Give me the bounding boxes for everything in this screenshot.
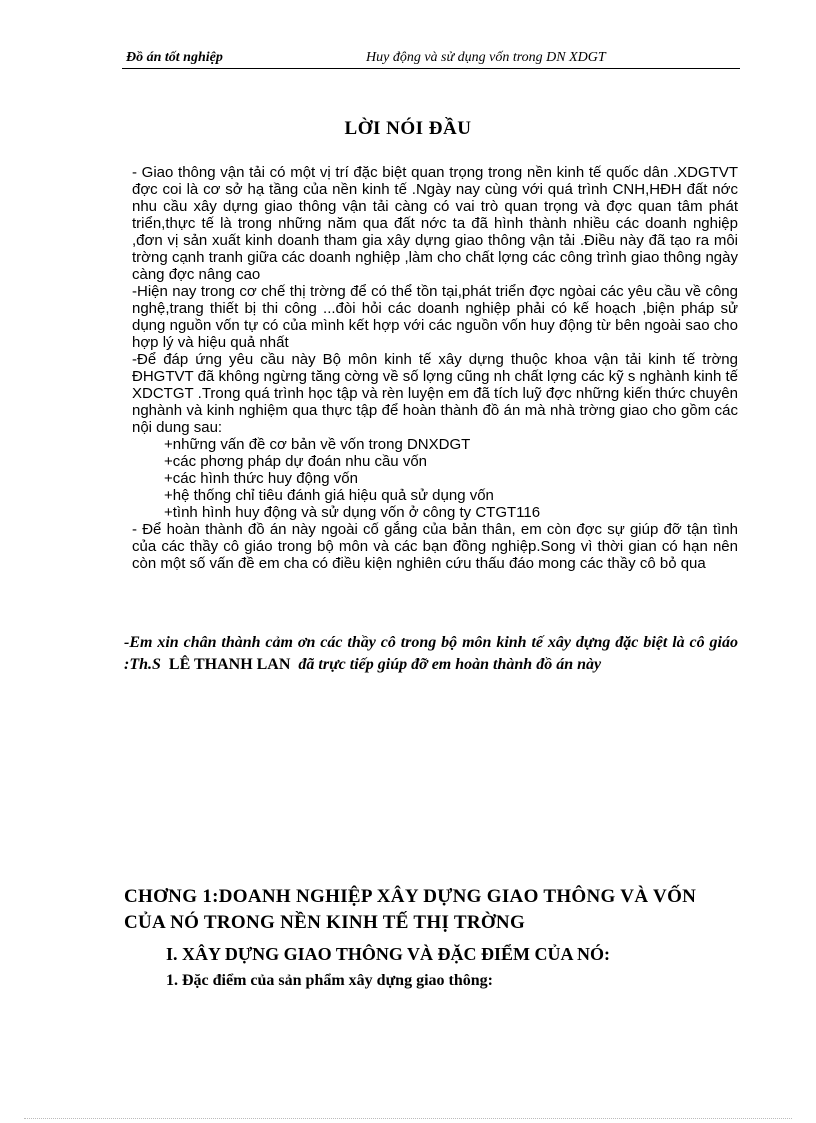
page-title: LỜI NÓI ĐẦU: [344, 118, 472, 139]
closing-paragraph: - Để hoàn thành đồ án này ngoài cố gắng của bản thân, em còn đợc sự giúp đỡ tận tình của các thầy cô giáo trong bộ môn và các bạn đồng nghiệp.Song vì thời gian có hạn nên còn một số vấn đề em cha có điều kiện nghiên cứu thấu đáo mong các thầy cô bỏ qua: [132, 521, 738, 572]
subsection-heading: 1. Đặc điểm của sản phẩm xây dựng giao thông:: [166, 972, 493, 989]
header-right-text: Huy động và sử dụng vốn trong DN XDGT: [366, 50, 606, 65]
list-item: +hệ thống chỉ tiêu đánh giá hiệu quả sử dụng vốn: [164, 487, 494, 504]
acknowledgement: [124, 632, 738, 676]
list-item: +tình hình huy động và sử dụng vốn ở công ty CTGT116: [164, 504, 541, 521]
paragraph-3: -Để đáp ứng yêu cầu này Bộ môn kinh tế xây dựng thuộc khoa vận tải kinh tế trờng ĐHGTVT đã không ngừng tăng cờng về số lợng cũng nh chất lợng các kỹ s nghành kinh tế XDCTGT .Trong quá trình học tập và rèn luyện em đã tích luỹ đợc những kiến thức chuyên nghành và kinh nghiệm qua thực tập để hoàn thành đồ án mà nhà trờng giao cho gồm các nội dung sau:: [132, 351, 738, 436]
paragraph-2: -Hiện nay trong cơ chế thị trờng để có thể tồn tại,phát triển đợc ngòai các yêu cầu về công nghệ,trang thiết bị thi công ...đòi hỏi các doanh nghiệp phải có kế hoạch ,biện pháp sử dụng nguồn vốn tự có của mình kết hợp với các nguồn vốn huy động từ bên ngoài sao cho hợp lý và hiệu quả nhất: [132, 283, 738, 351]
page-bottom-divider: [24, 1118, 792, 1119]
list-item: +các hình thức huy động vốn: [164, 470, 358, 487]
section-heading: I. XÂY DỰNG GIAO THÔNG VÀ ĐẶC ĐIỂM CỦA NÓ:: [166, 944, 611, 964]
advisor-name: LÊ THANH LAN: [168, 656, 291, 673]
page-header: [122, 48, 740, 69]
header-left-text: Đồ án tốt nghiệp: [126, 50, 223, 65]
list-item: +các phơng pháp dự đoán nhu cầu vốn: [164, 453, 427, 470]
acknowledgement-text-end: đã trực tiếp giúp đỡ em hoàn thành đồ án này: [298, 656, 602, 673]
chapter-heading: CHƠNG 1:DOANH NGHIỆP XÂY DỰNG GIAO THÔNG VÀ VỐN CỦA NÓ TRONG NỀN KINH TẾ THỊ TRỜNG: [124, 886, 697, 933]
list-item: +những vấn đề cơ bản về vốn trong DNXDGT: [164, 436, 471, 453]
preface-body: [132, 164, 738, 572]
paragraph-1: - Giao thông vận tải có một vị trí đặc biệt quan trọng trong nền kinh tế quốc dân .XDGTVT đợc coi là cơ sở hạ tầng của nền kinh tế .Ngày nay cùng với quá trình CNH,HĐH đất nớc nhu cầu xây dựng giao thông vận tải càng có vai trò quan trọng và đợc quan tâm phát triển,thực tế là trong những năm qua đất nớc ta đã hình thành nhiều các doanh nghiệp ,đơn vị sản xuất kinh doanh tham gia xây dựng giao thông vận tải .Điều này đã tạo ra môi trờng cạnh tranh giữa các doanh nghiệp ,làm cho chất lợng các công trình giao thông ngày càng đợc nâng cao: [132, 164, 738, 283]
acknowledgement-text: -Em xin chân thành cảm ơn các thầy cô trong bộ môn kinh tế xây dựng đặc biệt là cô giáo :Th.S: [124, 634, 738, 673]
